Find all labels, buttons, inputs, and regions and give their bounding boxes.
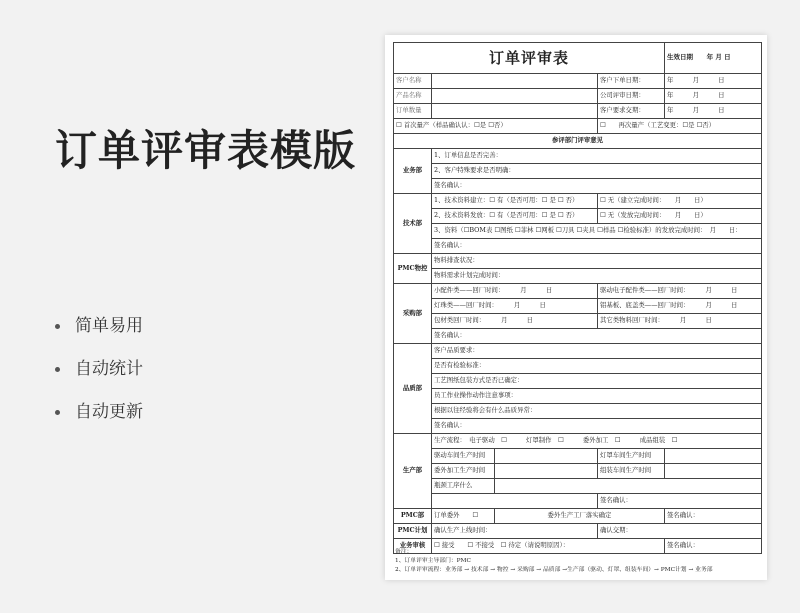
label-required-date: 客户要求交期：	[598, 104, 665, 119]
label-order-date: 客户下单日期：	[598, 74, 665, 89]
production-value	[495, 449, 598, 464]
bullet-icon	[55, 324, 60, 329]
purchase-row: 小配件类——回厂时间： 月 日	[432, 284, 598, 299]
form-notes	[395, 548, 713, 575]
notes-heading: 备注：	[395, 549, 413, 555]
production-dept-label: 生产部	[394, 434, 432, 509]
sales-sign: 签名确认：	[432, 179, 762, 194]
bullet-icon	[55, 410, 60, 415]
tech-row: ☐ 无（建立完成时间： 月 日）	[598, 194, 762, 209]
tech-dept-label: 技术部	[394, 194, 432, 254]
label-order-qty: 订单数量	[394, 104, 432, 119]
sales-review-options: ☐ 接受 ☐ 不接受 ☐ 待定（请说明原因）：	[432, 539, 665, 554]
quality-row: 客户品质要求：	[432, 344, 762, 359]
notes-line: 1、订单评审主导部门：PMC	[395, 558, 471, 564]
pmc-dept-label: PMC部	[394, 509, 432, 524]
label-review-date: 公司评审日期：	[598, 89, 665, 104]
tech-row: 3、资料（☐BOM表 ☐图纸 ☐菲林 ☐网板 ☐刀具 ☐夹具 ☐样品 ☐检验标准）的发放完成时间： 月 日：	[432, 224, 762, 239]
sales-review-sign: 签名确认：	[665, 539, 762, 554]
effective-date: 生效日期 年 月 日	[665, 43, 762, 74]
first-production-option: ☐ 首次量产（样品确认认：☐是 ☐否）	[394, 119, 598, 134]
order-date-value: 年 月 日	[665, 74, 762, 89]
production-blank	[432, 494, 598, 509]
production-value	[665, 464, 762, 479]
production-row: 灯罩车间生产时间	[598, 449, 665, 464]
purchase-sign: 签名确认：	[432, 329, 762, 344]
production-row: 驱动车间生产时间	[432, 449, 495, 464]
pmc-plan-delivery: 确认交期：	[598, 524, 762, 539]
production-row: 组装车间生产时间	[598, 464, 665, 479]
label-customer-name: 客户名称	[394, 74, 432, 89]
purchase-row: 其它类物料回厂时间： 月 日	[598, 314, 762, 329]
production-row: 瓶颈工序什么	[432, 479, 495, 494]
purchase-dept-label: 采购部	[394, 284, 432, 344]
label-product-name: 产品名称	[394, 89, 432, 104]
order-qty-value	[432, 104, 598, 119]
reproduction-option: ☐ 再次量产（工艺变更：☐是 ☐否）	[598, 119, 762, 134]
bullet-icon	[55, 367, 60, 372]
required-date-value: 年 月 日	[665, 104, 762, 119]
purchase-row: 灯珠类——回厂时间： 月 日	[432, 299, 598, 314]
tech-row: 1、技术资料建立：☐ 有（是否可用：☐ 是 ☐ 否）	[432, 194, 598, 209]
order-review-form	[393, 42, 762, 554]
product-name-value	[432, 89, 598, 104]
quality-row: 根据以往经验将会有什么品质异常：	[432, 404, 762, 419]
purchase-row: 包材类回厂时间： 月 日	[432, 314, 598, 329]
quality-dept-label: 品质部	[394, 344, 432, 434]
purchase-row: 驱动电子配件类——回厂时间： 月 日	[598, 284, 762, 299]
pmc-plan-label: PMC计划	[394, 524, 432, 539]
feature-item: 简单易用	[55, 305, 143, 348]
feature-list	[55, 305, 143, 434]
pmc-sign: 签名确认：	[665, 509, 762, 524]
production-value	[665, 449, 762, 464]
pmc-outsource: 订单委外 ☐	[432, 509, 495, 524]
production-flow: 生产流程： 电子驱动 ☐ 灯罩制作 ☐ 委外加工 ☐ 成品组装 ☐	[432, 434, 762, 449]
quality-row: 工艺图纸包装方式是否已确定：	[432, 374, 762, 389]
production-sign: 签名确认：	[598, 494, 762, 509]
pmc-outsource-factory: 委外生产工厂落实确定	[495, 509, 665, 524]
tech-sign: 签名确认：	[432, 239, 762, 254]
page-title: 订单评审表模版	[55, 126, 357, 175]
quality-row: 是否有检验标准：	[432, 359, 762, 374]
feature-item: 自动更新	[55, 391, 143, 434]
tech-row: ☐ 无（发放完成时间： 月 日）	[598, 209, 762, 224]
opinions-header: 参评部门评审意见	[394, 134, 762, 149]
sales-dept-label: 业务部	[394, 149, 432, 194]
notes-line: 2、订单评审流程：业务部 → 技术部 → 物控 → 采购部 → 品质部 →生产部（驱动、灯罩、组装车间）→ PMC计划 → 业务部	[395, 567, 713, 573]
sales-row: 1、订单信息是否完善：	[432, 149, 762, 164]
pmc-row: 物料排查状况：	[432, 254, 762, 269]
production-value	[495, 464, 598, 479]
review-date-value: 年 月 日	[665, 89, 762, 104]
pmc-plan-online: 确认生产上线时间：	[432, 524, 598, 539]
feature-item: 自动统计	[55, 348, 143, 391]
production-value	[495, 479, 762, 494]
pmc-row: 物料需求计划完成时间：	[432, 269, 762, 284]
quality-sign: 签名确认：	[432, 419, 762, 434]
purchase-row: 铝基板、底盖类——回厂时间： 月 日	[598, 299, 762, 314]
tech-row: 2、技术资料发放：☐ 有（是否可用：☐ 是 ☐ 否）	[432, 209, 598, 224]
pmc-control-label: PMC物控	[394, 254, 432, 284]
sales-review-label: 业务审核	[394, 539, 432, 554]
production-row: 委外加工生产时间	[432, 464, 495, 479]
customer-name-value	[432, 74, 598, 89]
form-preview-sheet	[385, 35, 767, 580]
quality-row: 员工作业操作动作注意事项：	[432, 389, 762, 404]
form-title: 订单评审表	[394, 43, 665, 74]
sales-row: 2、客户特殊要求是否明确：	[432, 164, 762, 179]
